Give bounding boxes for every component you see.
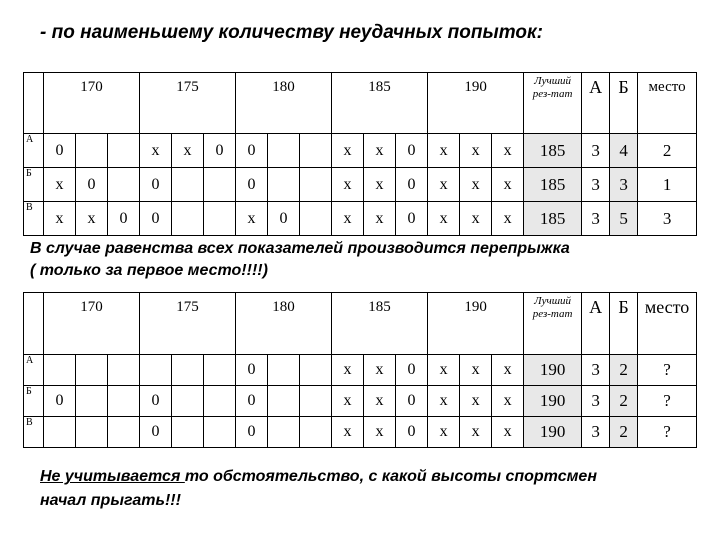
athlete-row (24, 386, 697, 417)
attempt-cell: х (428, 355, 460, 386)
attempt-cell: х (332, 417, 364, 448)
results-table-2 (23, 292, 697, 448)
attempt-cell: 0 (268, 202, 300, 236)
attempt-cell: х (492, 417, 524, 448)
attempt-cell (172, 202, 204, 236)
attempt-cell: х (332, 355, 364, 386)
athlete-label: А (24, 355, 44, 386)
height-header: 190 (428, 73, 524, 134)
attempt-cell (204, 355, 236, 386)
attempt-cell (172, 417, 204, 448)
best-result-header (524, 293, 582, 355)
col-b-header: Б (610, 293, 638, 355)
attempt-cell (108, 134, 140, 168)
attempt-cell: 0 (236, 168, 268, 202)
col-a-cell: 3 (582, 168, 610, 202)
best-result-cell: 190 (524, 417, 582, 448)
attempt-cell (268, 417, 300, 448)
place-cell: 2 (638, 134, 697, 168)
attempt-cell (108, 417, 140, 448)
height-header: 175 (140, 73, 236, 134)
best-result-cell: 190 (524, 386, 582, 417)
attempt-cell (108, 355, 140, 386)
attempt-cell (204, 202, 236, 236)
attempt-cell (300, 355, 332, 386)
place-cell: 3 (638, 202, 697, 236)
attempt-cell (172, 355, 204, 386)
attempt-cell: х (460, 202, 492, 236)
attempt-cell: х (428, 417, 460, 448)
attempt-cell: х (140, 134, 172, 168)
best-result-cell: 185 (524, 134, 582, 168)
attempt-cell: х (460, 417, 492, 448)
attempt-cell: 0 (236, 134, 268, 168)
attempt-cell: 0 (396, 417, 428, 448)
table-header-row (24, 293, 697, 355)
col-a-cell: 3 (582, 355, 610, 386)
athlete-label: Б (24, 168, 44, 202)
attempt-cell: 0 (140, 168, 172, 202)
attempt-cell: 0 (396, 134, 428, 168)
height-header: 180 (236, 293, 332, 355)
attempt-cell: 0 (140, 417, 172, 448)
height-header: 170 (44, 293, 140, 355)
col-b-cell: 2 (610, 355, 638, 386)
attempt-cell: 0 (44, 386, 76, 417)
attempt-cell (76, 386, 108, 417)
attempt-cell: х (460, 386, 492, 417)
attempt-cell: 0 (108, 202, 140, 236)
athlete-row (24, 134, 697, 168)
best-result-header (524, 73, 582, 134)
attempt-cell: х (492, 202, 524, 236)
col-b-cell: 3 (610, 168, 638, 202)
attempt-cell (76, 134, 108, 168)
best-label-line1: Лучший (534, 75, 572, 87)
results-table-1 (23, 72, 697, 236)
athlete-row (24, 202, 697, 236)
attempt-cell: х (364, 134, 396, 168)
attempt-cell: х (428, 168, 460, 202)
col-a-cell: 3 (582, 134, 610, 168)
attempt-cell (300, 202, 332, 236)
attempt-cell (300, 134, 332, 168)
col-b-header: Б (610, 73, 638, 134)
attempt-cell: 0 (204, 134, 236, 168)
attempt-cell (172, 168, 204, 202)
height-header: 175 (140, 293, 236, 355)
attempt-cell (76, 355, 108, 386)
attempt-cell (268, 386, 300, 417)
attempt-cell: х (460, 168, 492, 202)
footer-line-2: начал прыгать!!! (40, 492, 181, 509)
attempt-cell (108, 386, 140, 417)
col-b-cell: 4 (610, 134, 638, 168)
attempt-cell: 0 (140, 202, 172, 236)
attempt-cell: х (492, 168, 524, 202)
best-result-cell: 190 (524, 355, 582, 386)
corner-cell (24, 73, 44, 134)
attempt-cell (268, 168, 300, 202)
attempt-cell: х (364, 202, 396, 236)
attempt-cell: 0 (396, 168, 428, 202)
col-b-cell: 2 (610, 386, 638, 417)
place-cell: ? (638, 417, 697, 448)
attempt-cell: х (428, 134, 460, 168)
corner-cell (24, 293, 44, 355)
attempt-cell: х (236, 202, 268, 236)
best-label-line2: рез-тат (532, 308, 573, 320)
attempt-cell: х (460, 355, 492, 386)
attempt-cell: х (332, 202, 364, 236)
attempt-cell (108, 168, 140, 202)
attempt-cell: х (428, 386, 460, 417)
col-a-cell: 3 (582, 386, 610, 417)
place-header: место (638, 73, 697, 134)
attempt-cell: х (172, 134, 204, 168)
place-cell: ? (638, 386, 697, 417)
height-header: 180 (236, 73, 332, 134)
attempt-cell (140, 355, 172, 386)
athlete-label: Б (24, 386, 44, 417)
height-header: 185 (332, 73, 428, 134)
col-a-header: А (582, 73, 610, 134)
attempt-cell: х (332, 386, 364, 417)
attempt-cell: 0 (396, 202, 428, 236)
attempt-cell (268, 134, 300, 168)
athlete-row (24, 355, 697, 386)
athlete-label: В (24, 202, 44, 236)
attempt-cell (204, 386, 236, 417)
attempt-cell: х (460, 134, 492, 168)
attempt-cell: 0 (236, 355, 268, 386)
attempt-cell: х (76, 202, 108, 236)
attempt-cell: х (492, 355, 524, 386)
col-b-cell: 5 (610, 202, 638, 236)
best-result-cell: 185 (524, 168, 582, 202)
attempt-cell (44, 417, 76, 448)
footer-underlined: Не учитывается (40, 468, 185, 485)
best-label-line1: Лучший (534, 295, 572, 307)
attempt-cell: х (44, 168, 76, 202)
attempt-cell: х (492, 386, 524, 417)
attempt-cell: х (44, 202, 76, 236)
athlete-label: В (24, 417, 44, 448)
place-cell: ? (638, 355, 697, 386)
attempt-cell: х (364, 168, 396, 202)
attempt-cell: 0 (396, 355, 428, 386)
best-result-cell: 185 (524, 202, 582, 236)
height-header: 170 (44, 73, 140, 134)
height-header: 185 (332, 293, 428, 355)
attempt-cell: 0 (236, 386, 268, 417)
col-b-cell: 2 (610, 417, 638, 448)
attempt-cell: 0 (140, 386, 172, 417)
attempt-cell: 0 (76, 168, 108, 202)
attempt-cell: 0 (236, 417, 268, 448)
attempt-cell: х (428, 202, 460, 236)
attempt-cell: х (332, 134, 364, 168)
place-header: место (638, 293, 697, 355)
attempt-cell: 0 (396, 386, 428, 417)
attempt-cell: х (364, 417, 396, 448)
col-a-cell: 3 (582, 202, 610, 236)
attempt-cell (76, 417, 108, 448)
place-cell: 1 (638, 168, 697, 202)
attempt-cell: х (492, 134, 524, 168)
footer-rest: то обстоятельство, с какой высоты спортсмен (184, 468, 597, 485)
col-a-cell: 3 (582, 417, 610, 448)
height-header: 190 (428, 293, 524, 355)
attempt-cell: х (364, 355, 396, 386)
note-line-1: В случае равенства всех показателей производится перепрыжка (30, 240, 570, 257)
attempt-cell (44, 355, 76, 386)
attempt-cell (204, 168, 236, 202)
attempt-cell (204, 417, 236, 448)
attempt-cell (300, 386, 332, 417)
attempt-cell: х (332, 168, 364, 202)
best-label-line2: рез-тат (532, 88, 573, 100)
attempt-cell: х (364, 386, 396, 417)
note-line-2: ( только за первое место!!!!) (30, 262, 268, 279)
attempt-cell (172, 386, 204, 417)
footer-line-1 (40, 468, 597, 486)
attempt-cell (300, 417, 332, 448)
section-heading: - по наименьшему количеству неудачных попыток: (40, 22, 543, 43)
table-header-row (24, 73, 697, 134)
attempt-cell: 0 (44, 134, 76, 168)
athlete-row (24, 168, 697, 202)
attempt-cell (268, 355, 300, 386)
athlete-row (24, 417, 697, 448)
col-a-header: А (582, 293, 610, 355)
attempt-cell (300, 168, 332, 202)
athlete-label: А (24, 134, 44, 168)
